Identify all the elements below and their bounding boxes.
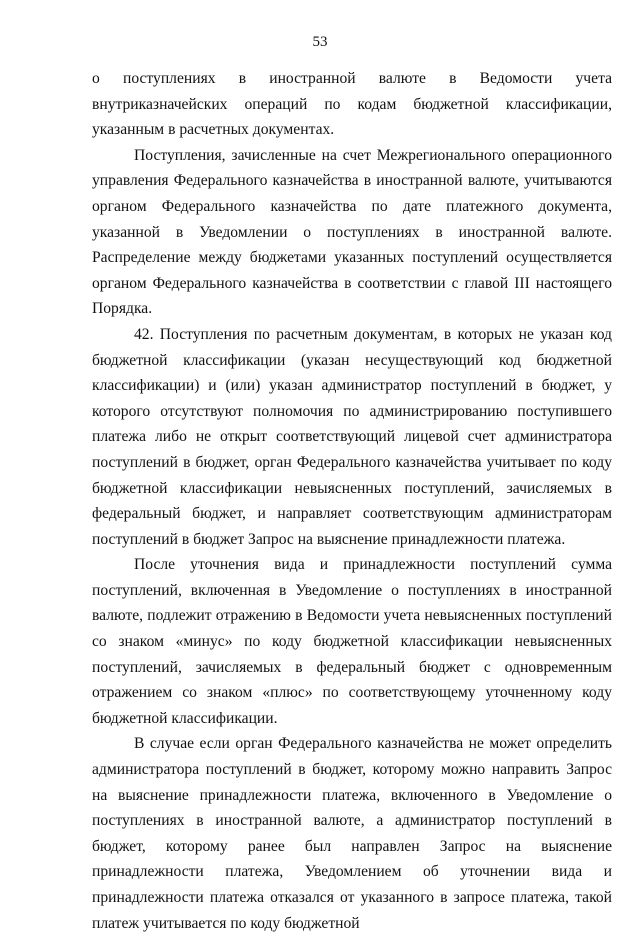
paragraph-3: 42. Поступления по расчетным документам, в которых не указан код бюджетной классификации (указан несуществующий код бюджетной классификации) и (или) указан администратор поступлений в бюджет, у которого отсутствуют полномочия по администрированию поступившего платежа либо не открыт соответствующий лицевой счет администратора поступлений в бюджет, орган Федерального казначейства учитывает по коду бюджетной классификации невыясненных поступлений, зачисляемых в федеральный бюджет, и направляет соответствующим администраторам поступлений в бюджет Запрос на выяснение принадлежности платежа. [92, 325, 612, 548]
document-body [92, 66, 612, 936]
paragraph-4: После уточнения вида и принадлежности поступлений сумма поступлений, включенная в Уведомление о поступлениях в иностранной валюте, подлежит отражению в Ведомости учета невыясненных поступлений со знаком «минус» по коду бюджетной классификации невыясненных поступлений, зачисляемых в федеральный бюджет с одновременным отражением со знаком «плюс» по соответствующему уточненному коду бюджетной классификации. [92, 556, 612, 727]
paragraph-2: Поступления, зачисленные на счет Межрегионального операционного управления Федерального казначейства в иностранной валюте, учитываются органом Федерального казначейства по дате платежного документа, указанной в Уведомлении о поступлениях в иностранной валюте. Распределение между бюджетами указанных поступлений осуществляется органом Федерального казначейства в соответствии с главой III настоящего Порядка. [92, 146, 612, 318]
page-number: 53 [312, 34, 328, 50]
paragraph-5: В случае если орган Федерального казначейства не может определить администратора поступлений в бюджет, которому можно направить Запрос на выяснение принадлежности платежа, включенного в Уведомление о поступлениях в иностранной валюте, а администратор поступлений в бюджет, которому ранее был направлен Запрос на выяснение принадлежности платежа, Уведомлением об уточнении вида и принадлежности платежа отказался от указанного в запросе платежа, такой платеж учитывается по коду бюджетной [92, 735, 612, 932]
paragraph-1: о поступлениях в иностранной валюте в Ведомости учета внутриказначейских операций по кодам бюджетной классификации, указанным в расчетных документах. [92, 70, 612, 139]
